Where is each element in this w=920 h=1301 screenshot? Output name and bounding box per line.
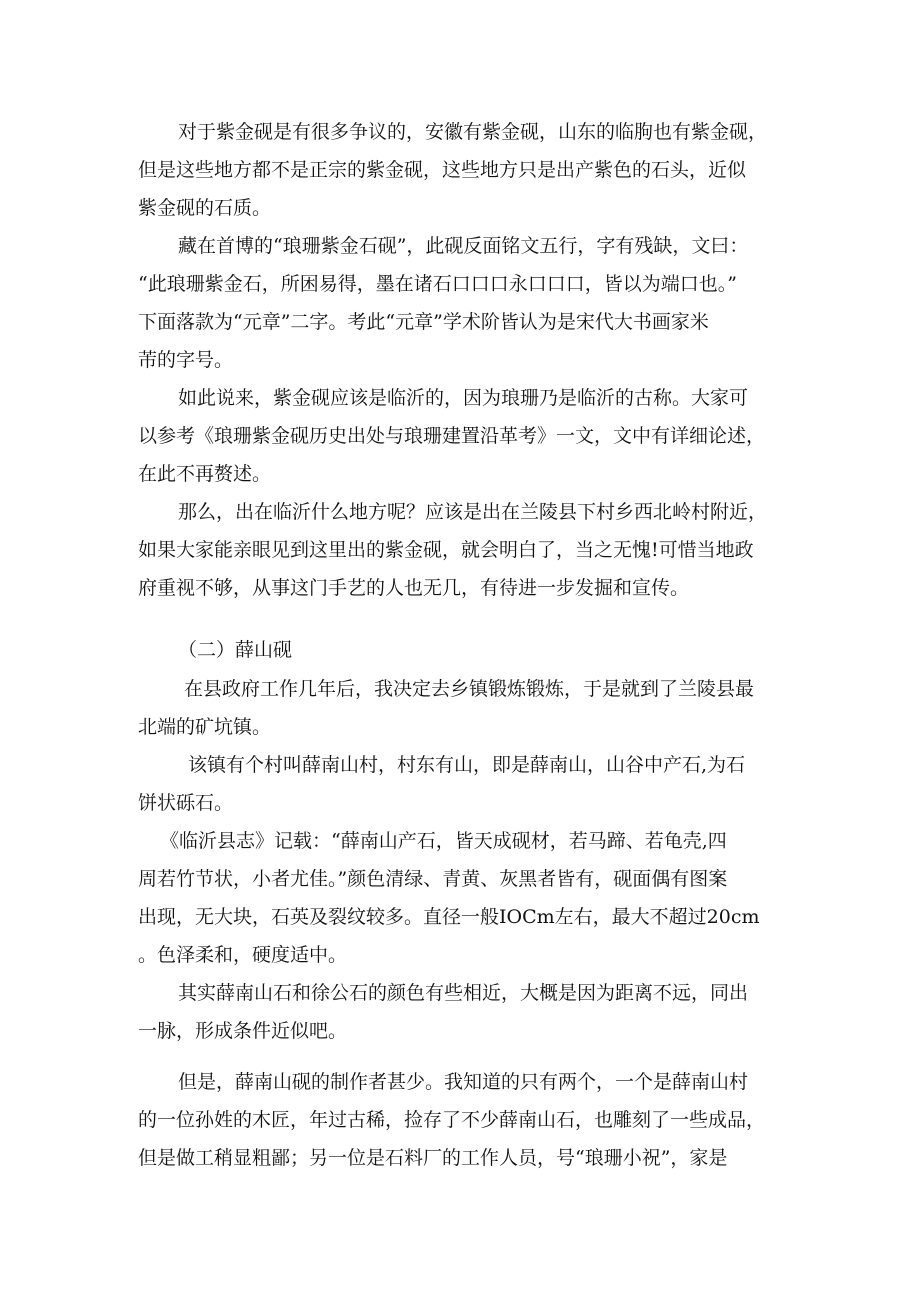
- paragraph-line: 周若竹节状，小者尤佳。”颜色清绿、青黄、灰黑者皆有，砚面偶有图案: [138, 868, 728, 890]
- paragraph-line: “此琅珊紫金石，所困易得，墨在诸石口口口永口口口，皆以为端口也。”: [138, 273, 737, 295]
- paragraph-line: 《临沂县志》记载：“薛南山产石，皆天成砚材，若马蹄、若龟壳,四: [160, 830, 727, 852]
- paragraph-line: 在此不再赘述。: [138, 463, 272, 485]
- paragraph-line: 但是这些地方都不是正宗的紫金砚，这些地方只是出产紫色的石头，近似: [138, 159, 747, 181]
- paragraph-line: 北端的矿坑镇。: [138, 716, 272, 738]
- paragraph-line: 如此说来，紫金砚应该是临沂的，因为琅珊乃是临沂的古称。大家可: [178, 387, 749, 409]
- paragraph-line: 那么，出在临沂什么地方呢？应该是出在兰陵县下村乡西北岭村附近，: [178, 501, 768, 523]
- paragraph-line: 下面落款为“元章”二字。考此“元章”学术阶皆认为是宋代大书画家米: [138, 311, 709, 333]
- paragraph-line: 但是，薛南山砚的制作者甚少。我知道的只有两个，一个是薛南山村: [178, 1071, 749, 1093]
- paragraph-line: 但是做工稍显粗鄙；另一位是石料厂的工作人员，号“琅珊小祝”，家是: [138, 1147, 728, 1169]
- paragraph-line: 以参考《琅珊紫金砚历史出处与琅珊建置沿革考》一文，文中有详细论述，: [138, 425, 766, 447]
- paragraph-line: 出现，无大块，石英及裂纹较多。直径一般IOCm左右，最大不超过20cm: [138, 906, 760, 928]
- paragraph-line: 府重视不够，从事这门手艺的人也无几，有待进一步发掘和宣传。: [138, 577, 690, 599]
- paragraph-line: 芾的字号。: [138, 349, 234, 371]
- paragraph-line: 该镇有个村叫薛南山村，村东有山，即是薛南山，山谷中产石,为石: [188, 754, 746, 776]
- paragraph-line: 。色泽柔和，硬度适中。: [138, 944, 348, 966]
- paragraph-line: 紫金砚的石质。: [138, 197, 272, 219]
- section-heading: （二）薛山砚: [178, 639, 293, 661]
- paragraph-line: 饼状砾石。: [138, 792, 234, 814]
- paragraph-line: 其实薛南山石和徐公石的颜色有些相近，大概是因为距离不远，同出: [178, 982, 749, 1004]
- paragraph-line: 对于紫金砚是有很多争议的，安徽有紫金砚，山东的临朐也有紫金砚，: [178, 121, 768, 143]
- paragraph-line: 的一位孙姓的木匠，年过古稀，捡存了不少薛南山石，也雕刻了一些成品，: [138, 1109, 766, 1131]
- paragraph-line: 如果大家能亲眼见到这里出的紫金砚，就会明白了，当之无愧!可惜当地政: [138, 539, 754, 561]
- paragraph-line: 一脉，形成条件近似吧。: [138, 1020, 348, 1042]
- paragraph-line: 藏在首博的“琅珊紫金石砚”，此砚反面铭文五行，字有残缺，文曰：: [178, 235, 749, 257]
- paragraph-line: 在县政府工作几年后，我决定去乡镇锻炼锻炼，于是就到了兰陵县最: [184, 678, 755, 700]
